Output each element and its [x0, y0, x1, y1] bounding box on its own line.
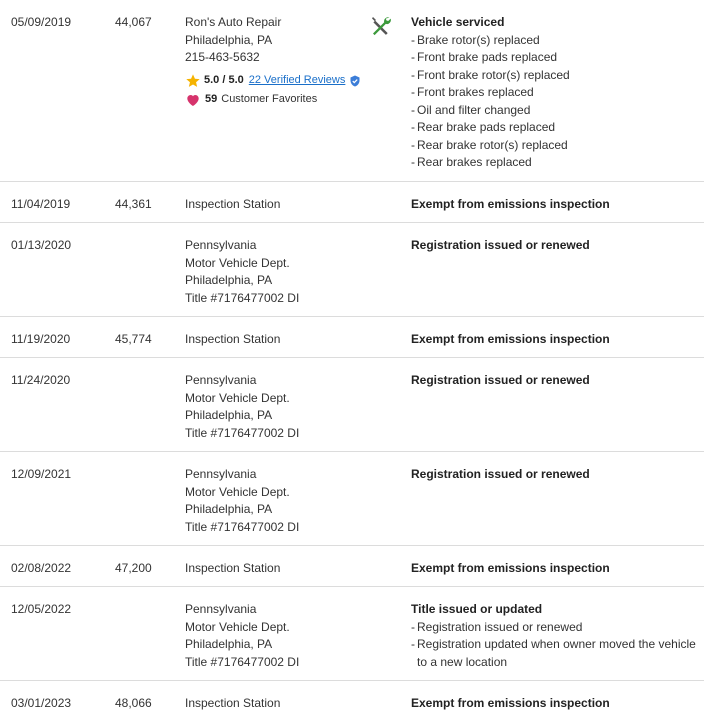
- odometer-reading: 44,067: [115, 15, 152, 29]
- history-row: [0, 452, 704, 546]
- rating-score: 5.0 / 5.0: [204, 73, 244, 86]
- source-line: Philadelphia, PA: [185, 408, 273, 422]
- comment-text: Registration updated when owner moved the vehicle to a new location: [417, 637, 696, 669]
- record-source: [185, 466, 370, 536]
- odometer-reading: 45,774: [115, 332, 152, 346]
- comment-text: Rear brake pads replaced: [417, 120, 556, 134]
- source-line: Pennsylvania: [185, 238, 257, 252]
- source-line: Philadelphia, PA: [185, 273, 273, 287]
- history-row: [0, 681, 704, 722]
- record-source: [185, 372, 370, 442]
- record-date: 12/05/2022: [11, 602, 72, 616]
- comment-text: Front brake rotor(s) replaced: [417, 67, 570, 82]
- history-row: [0, 358, 704, 452]
- record-date: 11/19/2020: [11, 332, 71, 346]
- odometer-reading: 48,066: [115, 696, 152, 710]
- record-comments: [411, 372, 701, 390]
- source-line: Ron's Auto Repair: [185, 15, 282, 29]
- record-source: [185, 560, 370, 578]
- source-line: Motor Vehicle Dept.: [185, 255, 290, 270]
- history-row: [0, 546, 704, 587]
- comment-text: Rear brakes replaced: [417, 155, 532, 169]
- comment-item: - Front brake rotor(s) replaced: [411, 67, 701, 85]
- comment-text: Rear brake rotor(s) replaced: [417, 137, 568, 152]
- shop-rating: [185, 72, 370, 90]
- source-line: Motor Vehicle Dept.: [185, 484, 290, 499]
- source-line: Inspection Station: [185, 696, 281, 710]
- source-line: Motor Vehicle Dept.: [185, 390, 290, 405]
- comment-title: Exempt from emissions inspection: [411, 332, 610, 346]
- favorites-label: Customer Favorites: [221, 92, 318, 105]
- source-line: Philadelphia, PA: [185, 32, 273, 47]
- source-line: Inspection Station: [185, 197, 281, 211]
- source-line: Pennsylvania: [185, 467, 257, 481]
- comment-item: - Rear brake rotor(s) replaced: [411, 137, 701, 155]
- comment-title: Vehicle serviced: [411, 15, 505, 29]
- comment-item: - Rear brakes replaced: [411, 154, 701, 172]
- record-date: 12/09/2021: [11, 467, 72, 481]
- record-source: [185, 237, 370, 307]
- record-comments: [411, 695, 701, 713]
- comment-text: Registration issued or renewed: [417, 619, 583, 634]
- record-date: 11/04/2019: [11, 197, 71, 211]
- comment-title: Exempt from emissions inspection: [411, 561, 610, 575]
- record-date: 01/13/2020: [11, 238, 72, 252]
- odometer-reading: 47,200: [115, 561, 152, 575]
- comment-item: - Front brake pads replaced: [411, 49, 701, 67]
- source-line: Pennsylvania: [185, 602, 257, 616]
- comment-title: Registration issued or renewed: [411, 373, 590, 387]
- source-line: Philadelphia, PA: [185, 502, 273, 516]
- comment-text: Oil and filter changed: [417, 102, 531, 117]
- history-row: [0, 587, 704, 681]
- comment-text: Front brakes replaced: [417, 85, 534, 99]
- source-line: Motor Vehicle Dept.: [185, 619, 290, 634]
- record-comments: [411, 601, 701, 671]
- record-source: [185, 331, 370, 349]
- history-row: [0, 317, 704, 358]
- record-source: [185, 695, 370, 713]
- comment-item: - Registration issued or renewed: [411, 619, 701, 637]
- source-line: Title #7176477002 DI: [185, 290, 300, 305]
- verified-reviews-link[interactable]: 22 Verified Reviews: [248, 73, 346, 86]
- comment-title: Registration issued or renewed: [411, 467, 590, 481]
- service-tools-icon: [369, 14, 393, 38]
- verified-shield-icon: [349, 75, 361, 87]
- comment-title: Title issued or updated: [411, 602, 543, 616]
- comment-text: Brake rotor(s) replaced: [417, 32, 540, 47]
- history-row: [0, 182, 704, 223]
- comment-item: - Oil and filter changed: [411, 102, 701, 120]
- source-line: Philadelphia, PA: [185, 637, 273, 651]
- source-line: Title #7176477002 DI: [185, 425, 300, 440]
- comment-item: - Brake rotor(s) replaced: [411, 32, 701, 50]
- customer-favorites: [185, 91, 370, 109]
- favorites-count: 59: [205, 92, 218, 105]
- comment-item: - Registration updated when owner moved the vehicle to a new location: [411, 636, 701, 671]
- source-line: Title #7176477002 DI: [185, 519, 300, 534]
- source-line: Inspection Station: [185, 332, 281, 346]
- comment-title: Exempt from emissions inspection: [411, 696, 610, 710]
- source-line: Pennsylvania: [185, 373, 257, 387]
- history-row: [0, 0, 704, 182]
- record-comments: [411, 237, 701, 255]
- comment-title: Registration issued or renewed: [411, 238, 590, 252]
- source-line: 215-463-5632: [185, 50, 260, 64]
- history-row: [0, 223, 704, 317]
- record-comments: [411, 331, 701, 349]
- comment-text: Front brake pads replaced: [417, 50, 558, 64]
- source-line: Inspection Station: [185, 561, 281, 575]
- record-comments: [411, 196, 701, 214]
- comment-title: Exempt from emissions inspection: [411, 197, 610, 211]
- record-source: [185, 196, 370, 214]
- comment-item: - Rear brake pads replaced: [411, 119, 701, 137]
- record-date: 05/09/2019: [11, 15, 72, 29]
- source-line: Title #7176477002 DI: [185, 654, 300, 669]
- star-icon: [185, 73, 201, 89]
- heart-icon: [185, 92, 201, 108]
- record-source: [185, 14, 370, 109]
- record-source: [185, 601, 370, 671]
- record-date: 02/08/2022: [11, 561, 72, 575]
- record-comments: [411, 466, 701, 484]
- record-date: 03/01/2023: [11, 696, 72, 710]
- record-comments: [411, 14, 701, 172]
- comment-item: - Front brakes replaced: [411, 84, 701, 102]
- odometer-reading: 44,361: [115, 197, 152, 211]
- record-date: 11/24/2020: [11, 373, 71, 387]
- record-comments: [411, 560, 701, 578]
